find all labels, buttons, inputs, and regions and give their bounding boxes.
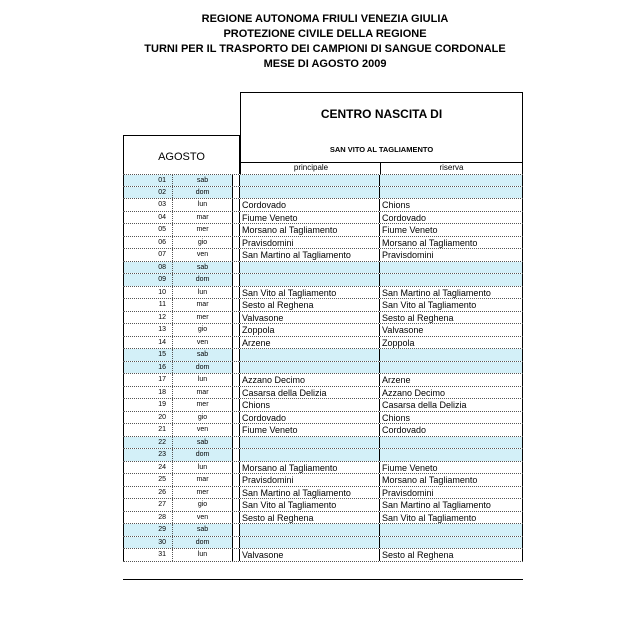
table-row <box>123 237 523 250</box>
weekday-cell: lun <box>173 287 233 299</box>
principale-cell: Arzene <box>240 337 380 349</box>
day-cell: 06 <box>123 237 173 249</box>
principale-cell <box>240 274 380 286</box>
day-cell: 12 <box>123 312 173 324</box>
spacer-cell <box>233 199 240 211</box>
riserva-cell: Fiume Veneto <box>380 462 523 474</box>
riserva-cell: Zoppola <box>380 337 523 349</box>
weekday-cell: ven <box>173 512 233 524</box>
day-cell: 19 <box>123 399 173 411</box>
day-cell: 11 <box>123 299 173 311</box>
spacer-cell <box>233 312 240 324</box>
riserva-cell: San Martino al Tagliamento <box>380 287 523 299</box>
table-row <box>123 324 523 337</box>
riserva-cell: Casarsa della Delizia <box>380 399 523 411</box>
weekday-cell: sab <box>173 437 233 449</box>
spacer-cell <box>233 299 240 311</box>
weekday-cell: mar <box>173 299 233 311</box>
weekday-cell: mer <box>173 487 233 499</box>
title-month: MESE DI AGOSTO 2009 <box>263 58 387 70</box>
table-row <box>123 287 523 300</box>
day-cell: 18 <box>123 387 173 399</box>
day-cell: 17 <box>123 374 173 386</box>
spacer-cell <box>233 224 240 236</box>
principale-cell <box>240 449 380 461</box>
weekday-cell: gio <box>173 324 233 336</box>
table-row <box>123 374 523 387</box>
principale-cell: Zoppola <box>240 324 380 336</box>
table-row <box>123 174 523 187</box>
weekday-cell: mar <box>173 212 233 224</box>
table-row <box>123 199 523 212</box>
day-cell: 27 <box>123 499 173 511</box>
principale-cell <box>240 187 380 199</box>
weekday-cell: mar <box>173 474 233 486</box>
weekday-cell: lun <box>173 462 233 474</box>
spacer-cell <box>233 412 240 424</box>
spacer-cell <box>233 487 240 499</box>
principale-cell: Cordovado <box>240 199 380 211</box>
table-bottom-border <box>123 579 523 580</box>
spacer-cell <box>233 374 240 386</box>
principale-cell: Sesto al Reghena <box>240 512 380 524</box>
principale-cell <box>240 537 380 549</box>
principale-cell: Fiume Veneto <box>240 212 380 224</box>
weekday-cell: mer <box>173 312 233 324</box>
day-cell: 24 <box>123 462 173 474</box>
title-subject: TURNI PER IL TRASPORTO DEI CAMPIONI DI SANGUE CORDONALE <box>144 43 506 55</box>
principale-cell <box>240 362 380 374</box>
riserva-cell: Azzano Decimo <box>380 387 523 399</box>
table-row <box>123 424 523 437</box>
day-cell: 25 <box>123 474 173 486</box>
spacer-cell <box>233 549 240 561</box>
day-cell: 30 <box>123 537 173 549</box>
spacer-cell <box>233 324 240 336</box>
day-cell: 09 <box>123 274 173 286</box>
riserva-cell <box>380 524 523 536</box>
riserva-cell <box>380 349 523 361</box>
principale-cell: Pravisdomini <box>240 474 380 486</box>
weekday-cell: sab <box>173 175 233 186</box>
day-cell: 07 <box>123 249 173 261</box>
riserva-cell: Chions <box>380 412 523 424</box>
table-row <box>123 412 523 425</box>
table-row <box>123 249 523 262</box>
weekday-cell: ven <box>173 424 233 436</box>
table-row <box>123 224 523 237</box>
table-row <box>123 312 523 325</box>
table-row <box>123 524 523 537</box>
principale-cell: Morsano al Tagliamento <box>240 462 380 474</box>
table-row <box>123 437 523 450</box>
spacer-cell <box>233 437 240 449</box>
weekday-cell: mer <box>173 224 233 236</box>
principale-cell: Pravisdomini <box>240 237 380 249</box>
riserva-cell: Cordovado <box>380 424 523 436</box>
riserva-cell: Pravisdomini <box>380 487 523 499</box>
spacer-cell <box>233 337 240 349</box>
riserva-cell <box>380 362 523 374</box>
weekday-cell: dom <box>173 537 233 549</box>
principale-cell: Sesto al Reghena <box>240 299 380 311</box>
weekday-cell: lun <box>173 199 233 211</box>
day-cell: 21 <box>123 424 173 436</box>
table-row <box>123 387 523 400</box>
table-row <box>123 349 523 362</box>
riserva-cell: Fiume Veneto <box>380 224 523 236</box>
principale-cell: San Vito al Tagliamento <box>240 499 380 511</box>
day-cell: 10 <box>123 287 173 299</box>
day-cell: 13 <box>123 324 173 336</box>
weekday-cell: sab <box>173 262 233 274</box>
weekday-cell: lun <box>173 549 233 561</box>
title-region: REGIONE AUTONOMA FRIULI VENEZIA GIULIA <box>201 13 449 25</box>
spacer-cell <box>233 287 240 299</box>
weekday-cell: dom <box>173 362 233 374</box>
table-row <box>123 362 523 375</box>
riserva-cell: San Vito al Tagliamento <box>380 512 523 524</box>
principale-cell <box>240 524 380 536</box>
riserva-cell: Pravisdomini <box>380 249 523 261</box>
riserva-cell <box>380 449 523 461</box>
day-cell: 28 <box>123 512 173 524</box>
centro-label: CENTRO NASCITA DI <box>320 107 443 121</box>
spacer-cell <box>233 512 240 524</box>
day-cell: 29 <box>123 524 173 536</box>
spacer-cell <box>233 349 240 361</box>
principale-cell: San Vito al Tagliamento <box>240 287 380 299</box>
table-row <box>123 462 523 475</box>
table-row <box>123 187 523 200</box>
day-cell: 04 <box>123 212 173 224</box>
spacer-cell <box>233 187 240 199</box>
weekday-cell: mer <box>173 399 233 411</box>
principale-cell: Valvasone <box>240 312 380 324</box>
riserva-cell: Arzene <box>380 374 523 386</box>
spacer-cell <box>233 212 240 224</box>
spacer-cell <box>233 274 240 286</box>
spacer-cell <box>233 262 240 274</box>
principale-cell: Morsano al Tagliamento <box>240 224 380 236</box>
table-row <box>123 499 523 512</box>
table-row <box>123 274 523 287</box>
weekday-cell: lun <box>173 374 233 386</box>
principale-cell: Fiume Veneto <box>240 424 380 436</box>
day-cell: 02 <box>123 187 173 199</box>
weekday-cell: dom <box>173 274 233 286</box>
riserva-cell <box>380 274 523 286</box>
table-row <box>123 512 523 525</box>
day-cell: 26 <box>123 487 173 499</box>
day-cell: 22 <box>123 437 173 449</box>
day-cell: 23 <box>123 449 173 461</box>
riserva-cell: Chions <box>380 199 523 211</box>
weekday-cell: dom <box>173 187 233 199</box>
weekday-cell: sab <box>173 349 233 361</box>
spacer-cell <box>233 449 240 461</box>
table-row <box>123 537 523 550</box>
riserva-cell: Morsano al Tagliamento <box>380 474 523 486</box>
weekday-cell: ven <box>173 249 233 261</box>
document-title-block <box>0 12 640 72</box>
spacer-cell <box>233 537 240 549</box>
weekday-cell: sab <box>173 524 233 536</box>
riserva-cell: Sesto al Reghena <box>380 549 523 561</box>
spacer-cell <box>233 424 240 436</box>
table-row <box>123 549 523 562</box>
weekday-cell: mar <box>173 387 233 399</box>
principale-cell <box>240 437 380 449</box>
table-row <box>123 399 523 412</box>
spacer-cell <box>233 175 240 186</box>
table-row <box>123 212 523 225</box>
day-cell: 14 <box>123 337 173 349</box>
riserva-cell: Valvasone <box>380 324 523 336</box>
shift-table <box>123 174 523 562</box>
centro-name: SAN VITO AL TAGLIAMENTO <box>329 145 434 154</box>
table-row <box>123 299 523 312</box>
weekday-cell: ven <box>173 337 233 349</box>
day-cell: 16 <box>123 362 173 374</box>
column-header-principale: principale <box>293 163 329 172</box>
title-department: PROTEZIONE CIVILE DELLA REGIONE <box>223 28 427 40</box>
principale-cell <box>240 175 380 186</box>
spacer-cell <box>233 524 240 536</box>
day-cell: 08 <box>123 262 173 274</box>
table-row <box>123 474 523 487</box>
table-row <box>123 262 523 275</box>
day-cell: 31 <box>123 549 173 561</box>
weekday-cell: dom <box>173 449 233 461</box>
day-cell: 05 <box>123 224 173 236</box>
day-cell: 15 <box>123 349 173 361</box>
riserva-cell <box>380 175 523 186</box>
spacer-cell <box>233 249 240 261</box>
principale-cell: Casarsa della Delizia <box>240 387 380 399</box>
table-row <box>123 449 523 462</box>
principale-cell <box>240 349 380 361</box>
column-header-riserva: riserva <box>439 163 464 172</box>
riserva-cell: San Martino al Tagliamento <box>380 499 523 511</box>
riserva-cell: Morsano al Tagliamento <box>380 237 523 249</box>
month-label: AGOSTO <box>158 151 205 163</box>
principale-cell: Valvasone <box>240 549 380 561</box>
spacer-cell <box>233 387 240 399</box>
table-row <box>123 337 523 350</box>
riserva-cell <box>380 437 523 449</box>
principale-cell: San Martino al Tagliamento <box>240 249 380 261</box>
table-row <box>123 487 523 500</box>
day-cell: 01 <box>123 175 173 186</box>
spacer-cell <box>233 362 240 374</box>
riserva-cell: Sesto al Reghena <box>380 312 523 324</box>
principale-cell <box>240 262 380 274</box>
weekday-cell: gio <box>173 412 233 424</box>
spacer-cell <box>233 237 240 249</box>
day-cell: 03 <box>123 199 173 211</box>
spacer-cell <box>233 399 240 411</box>
riserva-cell <box>380 537 523 549</box>
riserva-cell <box>380 262 523 274</box>
riserva-cell: Cordovado <box>380 212 523 224</box>
principale-cell: Chions <box>240 399 380 411</box>
weekday-cell: gio <box>173 237 233 249</box>
weekday-cell: gio <box>173 499 233 511</box>
spacer-cell <box>233 474 240 486</box>
principale-cell: Cordovado <box>240 412 380 424</box>
riserva-cell: San Vito al Tagliamento <box>380 299 523 311</box>
month-header <box>123 135 240 174</box>
riserva-cell <box>380 187 523 199</box>
spacer-cell <box>233 462 240 474</box>
principale-cell: San Martino al Tagliamento <box>240 487 380 499</box>
day-cell: 20 <box>123 412 173 424</box>
spacer-cell <box>233 499 240 511</box>
principale-cell: Azzano Decimo <box>240 374 380 386</box>
